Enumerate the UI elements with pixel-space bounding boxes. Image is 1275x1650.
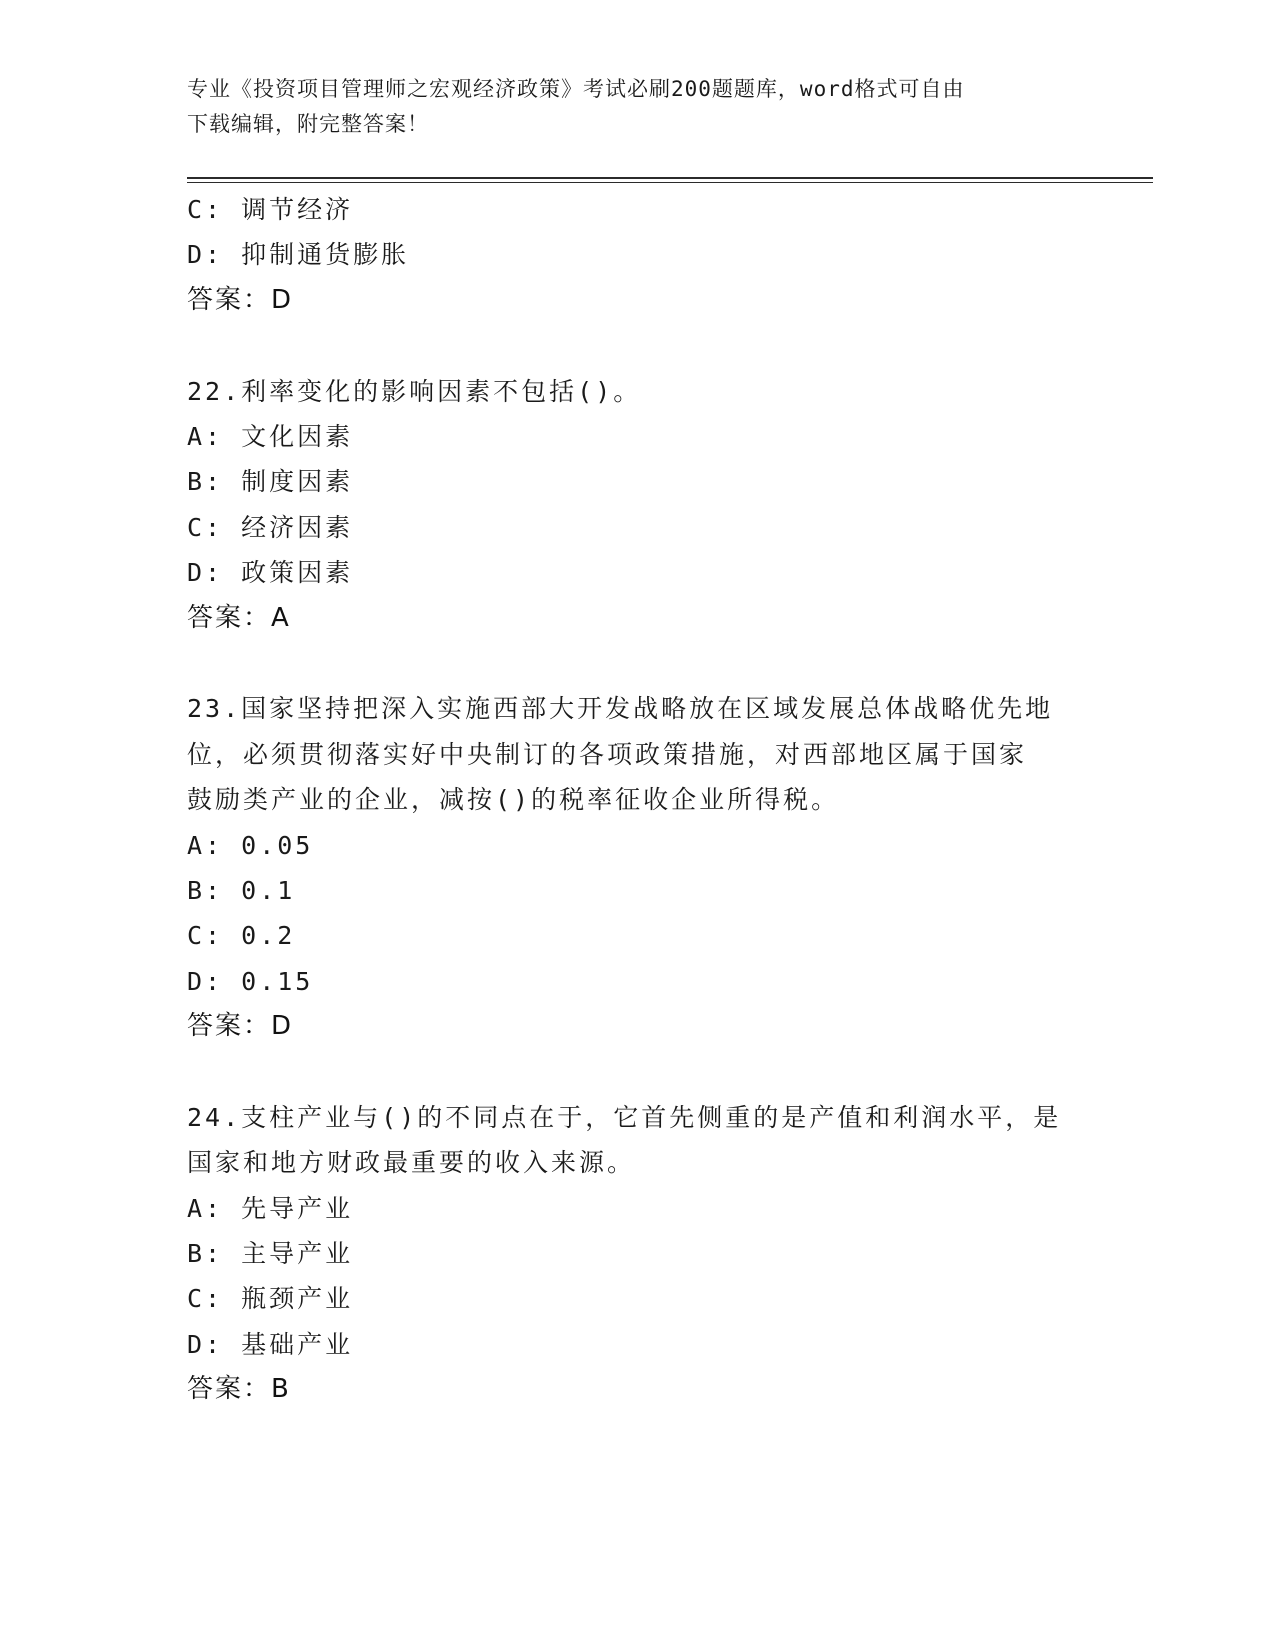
answer-line: 答案：B xyxy=(187,1374,291,1405)
option-d: D: 抑制通货膨胀 xyxy=(187,240,410,270)
option-b: B: 0.1 xyxy=(187,875,296,905)
option-b: B: 主导产业 xyxy=(187,1239,354,1269)
header-divider-thin xyxy=(187,182,1153,183)
question-text-line-2: 位，必须贯彻落实好中央制订的各项政策措施，对西部地区属于国家 xyxy=(187,739,1028,769)
question-block-24 xyxy=(187,1095,1087,1413)
answer-line: 答案：D xyxy=(187,284,294,315)
question-block-22 xyxy=(187,369,1087,641)
option-a: A: 文化因素 xyxy=(187,421,354,451)
question-text-line-3: 鼓励类产业的企业，减按()的税率征收企业所得税。 xyxy=(187,785,840,815)
answer-line: 答案：D xyxy=(187,1011,294,1042)
question-text: 22.利率变化的影响因素不包括()。 xyxy=(187,376,642,406)
option-c: C: 0.2 xyxy=(187,921,296,951)
question-text-line-1: 24.支柱产业与()的不同点在于，它首先侧重的是产值和利润水平，是 xyxy=(187,1102,1062,1132)
option-a: A: 0.05 xyxy=(187,830,314,860)
option-b: B: 制度因素 xyxy=(187,467,354,497)
document-header xyxy=(187,72,1067,142)
header-line-2: 下载编辑，附完整答案！ xyxy=(187,112,429,136)
option-c: C: 瓶颈产业 xyxy=(187,1284,354,1314)
header-line-1: 专业《投资项目管理师之宏观经济政策》考试必刷200题题库，word格式可自由 xyxy=(187,77,965,101)
answer-line: 答案：A xyxy=(187,602,291,633)
option-d: D: 0.15 xyxy=(187,966,314,996)
question-block-23 xyxy=(187,686,1087,1049)
option-a: A: 先导产业 xyxy=(187,1193,354,1223)
question-list xyxy=(187,187,1087,1458)
question-block-21-tail xyxy=(187,187,1087,323)
question-text-line-1: 23.国家坚持把深入实施西部大开发战略放在区域发展总体战略优先地 xyxy=(187,694,1054,724)
option-d: D: 基础产业 xyxy=(187,1329,354,1359)
option-c: C: 调节经济 xyxy=(187,195,354,224)
option-d: D: 政策因素 xyxy=(187,558,354,588)
question-text-line-2: 国家和地方财政最重要的收入来源。 xyxy=(187,1148,636,1178)
header-divider-thick xyxy=(187,177,1153,179)
option-c: C: 经济因素 xyxy=(187,512,354,542)
